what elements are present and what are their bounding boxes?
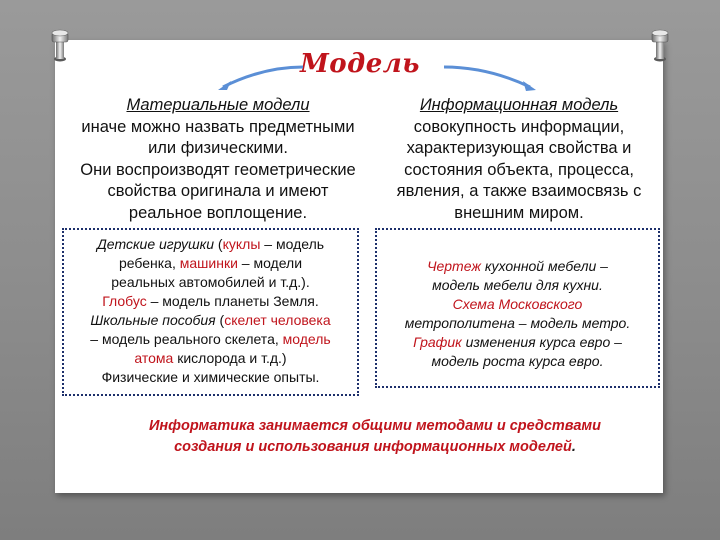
- example-line: метрополитена – модель метро.: [404, 315, 631, 331]
- example-line: Детские игрушки (куклы – модель: [96, 236, 325, 252]
- text-line: внешним миром.: [454, 203, 584, 222]
- information-model-heading: Информационная модель: [419, 96, 619, 114]
- example-line: атома кислорода и т.д.): [134, 350, 287, 366]
- example-line: модель роста курса евро.: [431, 353, 604, 369]
- example-line: Школьные пособия (скелет человека: [90, 312, 331, 328]
- conclusion-line: Информатика занимается общими методами и средствами: [149, 418, 601, 434]
- example-term: Чертеж: [427, 258, 481, 274]
- example-line: модель мебели для кухни.: [432, 277, 603, 293]
- example-term: График: [413, 334, 462, 350]
- conclusion-text: [90, 416, 660, 458]
- text-line: свойства оригинала и имеют: [107, 182, 329, 200]
- text-line: или физическими.: [148, 139, 288, 157]
- example-term: куклы: [222, 236, 261, 252]
- example-term: модель: [282, 331, 331, 347]
- example-line: ребенка, машинки – модели: [118, 255, 303, 271]
- text-line: совокупность информации,: [413, 117, 625, 136]
- material-models-heading: Материальные модели: [126, 96, 310, 114]
- information-examples-box: [375, 228, 660, 388]
- example-line: График изменения курса евро –: [413, 334, 622, 350]
- example-term: Глобус: [102, 293, 147, 309]
- example-line: Физические и химические опыты.: [101, 369, 320, 385]
- material-models-description: [62, 95, 374, 224]
- example-line: Глобус – модель планеты Земля.: [102, 293, 319, 309]
- text-line: реальное воплощение.: [128, 203, 308, 222]
- example-term: Детские игрушки: [96, 236, 215, 252]
- example-line: реальных автомобилей и т.д.).: [111, 274, 310, 290]
- material-examples-box: [62, 228, 359, 396]
- example-term: машинки: [179, 255, 238, 271]
- arrow-right-icon: [440, 63, 540, 93]
- arrow-left-icon: [215, 63, 307, 93]
- example-term: Школьные пособия: [90, 312, 216, 328]
- example-term: скелет человека: [224, 312, 331, 328]
- information-model-description: [378, 95, 660, 224]
- text-line: явления, а также взаимосвязь с: [396, 182, 642, 200]
- example-line: Схема Московского: [452, 296, 583, 312]
- text-line: Они воспроизводят геометрические: [80, 160, 356, 179]
- slide-title: Модель: [300, 49, 420, 79]
- example-line: – модель реального скелета, модель: [90, 331, 331, 347]
- text-line: характеризующая свойства и: [406, 139, 632, 157]
- text-line: иначе можно назвать предметными: [81, 117, 355, 136]
- text-line: состояния объекта, процесса,: [404, 160, 634, 179]
- example-term: атома: [134, 350, 174, 366]
- conclusion-line: создания и использования информационных моделей.: [174, 439, 576, 455]
- example-line: Чертеж кухонной мебели –: [427, 258, 608, 274]
